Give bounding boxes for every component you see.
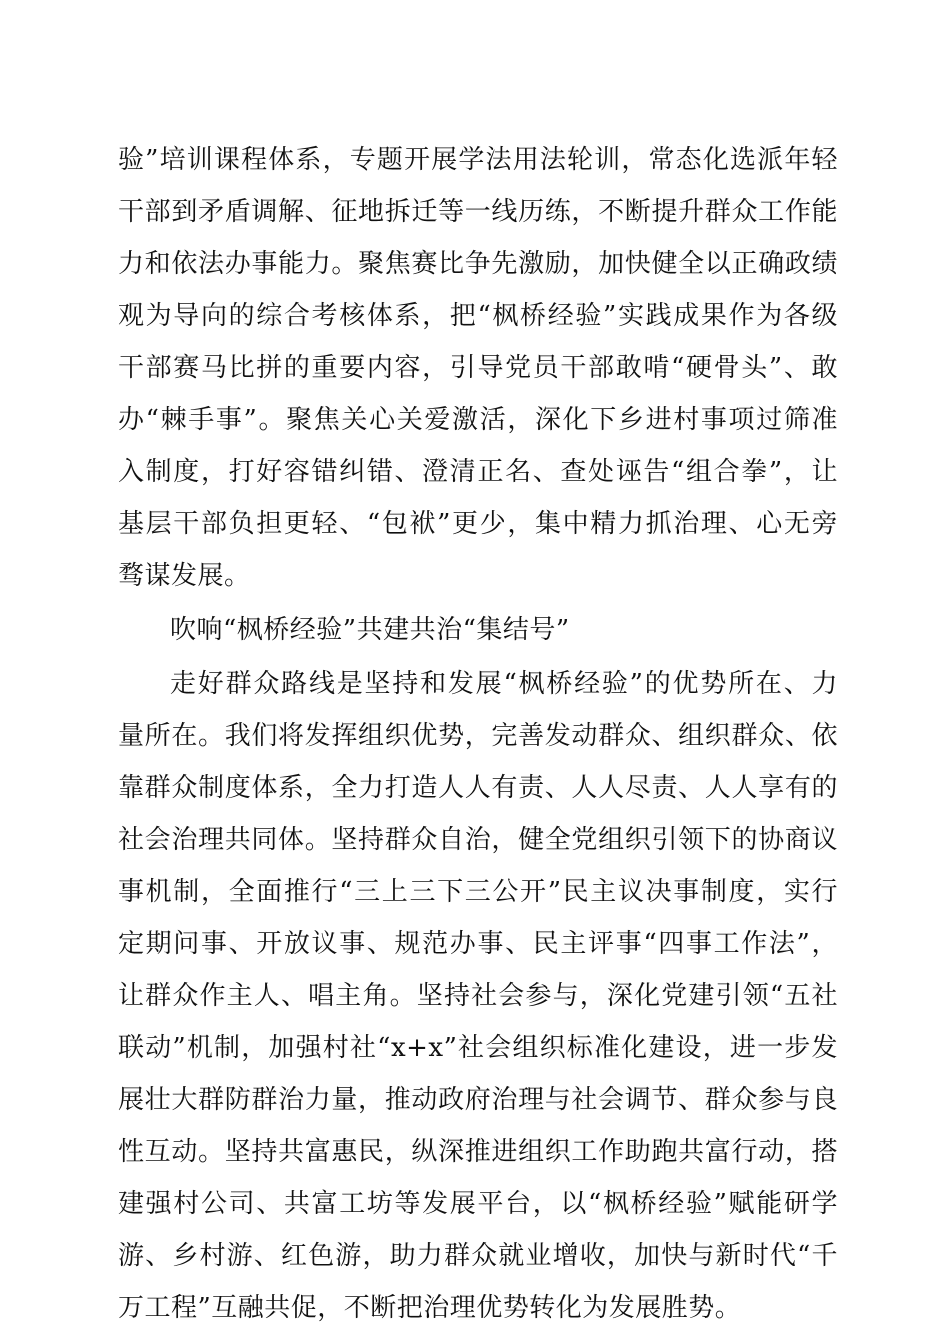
paragraph-2-line-13: 万工程”互融共促，不断把治理优势转化为发展胜势。 (118, 1293, 742, 1323)
paragraph-2-line-12: 游、乡村游、红色游，助力群众就业增收，加快与新时代“千 (118, 1241, 838, 1271)
paragraph-1-line-7: 入制度，打好容错纠错、澄清正名、查处诬告“组合拳”，让 (118, 457, 838, 487)
paragraph-1-line-3: 力和依法办事能力。聚焦赛比争先激励，加快健全以正确政绩 (118, 249, 838, 279)
paragraph-2-line-8: 联动”机制，加强村社“x+x”社会组织标准化建设，进一步发 (118, 1033, 838, 1063)
paragraph-2-line-7: 让群众作主人、唱主角。坚持社会参与，深化党建引领“五社 (118, 981, 838, 1011)
paragraph-1-line-8: 基层干部负担更轻、“包袱”更少，集中精力抓治理、心无旁 (118, 509, 838, 539)
paragraph-1-line-6: 办“棘手事”。聚焦关心关爱激活，深化下乡进村事项过筛准 (118, 405, 838, 435)
paragraph-1-line-4: 观为导向的综合考核体系，把“枫桥经验”实践成果作为各级 (118, 301, 838, 331)
paragraph-2-line-11: 建强村公司、共富工坊等发展平台，以“枫桥经验”赋能研学 (118, 1189, 838, 1219)
paragraph-2-line-5: 事机制，全面推行“三上三下三公开”民主议决事制度，实行 (118, 877, 838, 907)
paragraph-2-line-1: 走好群众路线是坚持和发展“枫桥经验”的优势所在、力 (170, 669, 838, 699)
paragraph-1-line-1: 验”培训课程体系，专题开展学法用法轮训，常态化选派年轻 (118, 145, 838, 175)
paragraph-2-line-9: 展壮大群防群治力量，推动政府治理与社会调节、群众参与良 (118, 1085, 838, 1115)
paragraph-2-line-10: 性互动。坚持共富惠民，纵深推进组织工作助跑共富行动，搭 (118, 1137, 838, 1167)
paragraph-1-line-5: 干部赛马比拼的重要内容，引导党员干部敢啃“硬骨头”、敢 (118, 353, 838, 383)
section-heading: 吹响“枫桥经验”共建共治“集结号” (170, 615, 570, 645)
paragraph-2-line-3: 靠群众制度体系，全力打造人人有责、人人尽责、人人享有的 (118, 773, 838, 803)
paragraph-2-line-2: 量所在。我们将发挥组织优势，完善发动群众、组织群众、依 (118, 721, 838, 751)
paragraph-2-line-4: 社会治理共同体。坚持群众自治，健全党组织引领下的协商议 (118, 825, 838, 855)
paragraph-1-line-2: 干部到矛盾调解、征地拆迁等一线历练，不断提升群众工作能 (118, 197, 838, 227)
paragraph-2-line-6: 定期问事、开放议事、规范办事、民主评事“四事工作法”， (118, 929, 838, 959)
paragraph-1-line-9: 骛谋发展。 (118, 561, 251, 591)
